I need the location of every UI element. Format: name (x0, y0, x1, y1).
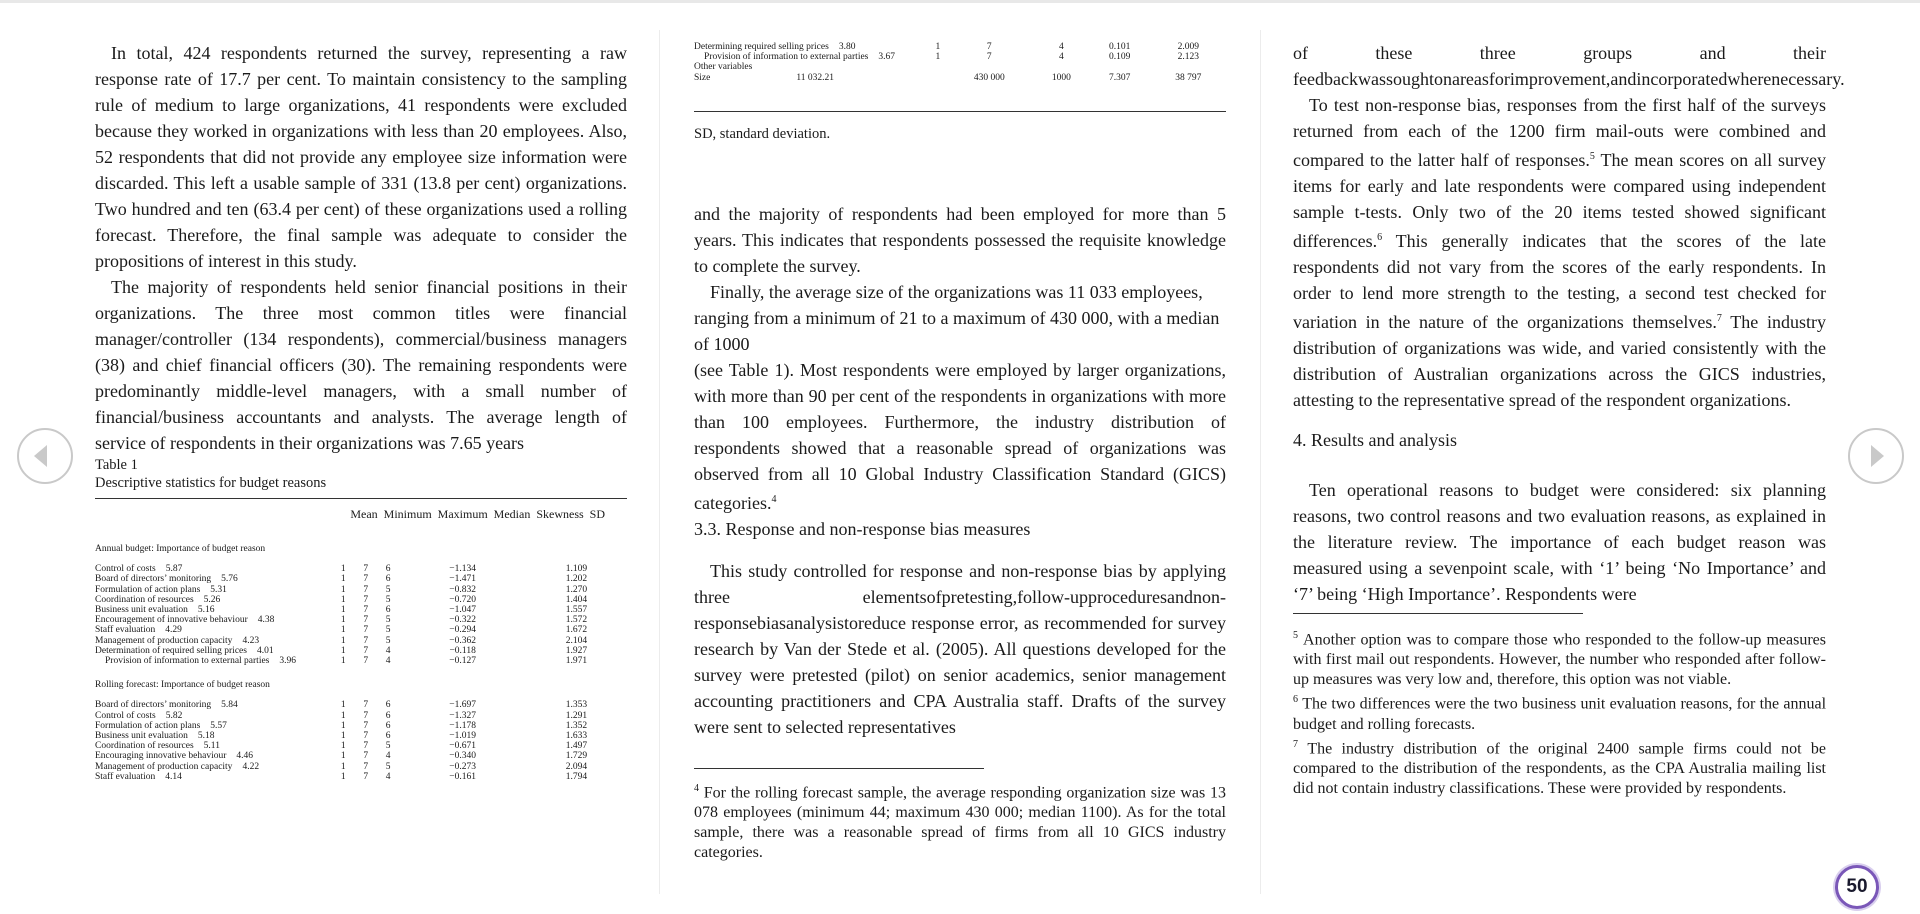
row-name: Board of directors’ monitoring (95, 574, 212, 585)
row-name: Control of costs (95, 564, 156, 575)
skewness-value: −0.294 (449, 625, 476, 636)
skewness-value: −1.471 (449, 574, 476, 585)
row-label (95, 731, 332, 741)
table-row (95, 762, 627, 772)
max-value: 7 (363, 710, 369, 721)
section-title-text: Rolling forecast: Importance of budget reason (95, 680, 270, 691)
section-heading: 3.3. Response and non-response bias measures (694, 518, 1031, 539)
paragraph: This study controlled for response and non-response bias by applying three elementsofpretesting,follow-upproceduresandnon-responsebiasanalysistoreduce response error, as recommended for survey research by Van der Stede et al. (2005). All questions developed for the survey were pretested (pilot) on senior academics, senior management accounting practitioners and CPA Australia staff. Drafts of the survey were sent to selected representatives (694, 560, 1226, 737)
column-divider (659, 30, 660, 894)
row-name: Encouragement of innovative behaviour (95, 615, 248, 626)
row-mean: 5.31 (210, 584, 227, 595)
median-value: 4 (385, 751, 391, 762)
min-value: 1 (340, 771, 346, 782)
table-row (95, 615, 627, 625)
table-row (95, 711, 627, 721)
row-mean: 5.82 (165, 710, 183, 721)
min-value: 1 (340, 656, 346, 667)
descriptive-statistics-table-continued (694, 42, 1226, 83)
table-row (95, 741, 627, 751)
min-value (931, 73, 945, 83)
median-value: 5 (385, 741, 391, 752)
skewness-value: 0.109 (1108, 52, 1131, 63)
row-label (95, 700, 332, 710)
table-row (95, 721, 627, 731)
table-top-rule (95, 498, 627, 499)
footnote (694, 779, 1226, 863)
max-value: 7 (363, 574, 369, 585)
row-label (95, 636, 332, 646)
row-label (95, 772, 332, 782)
min-value: 1 (340, 751, 346, 762)
footnote (1293, 690, 1826, 734)
table-row (95, 574, 627, 584)
sd-value: 38 797 (1175, 72, 1202, 83)
descriptive-statistics-table (95, 676, 627, 782)
table-caption: Descriptive statistics for budget reasons (95, 475, 327, 491)
paragraph: Ten operational reasons to budget were considered: six planning reasons, two control reasons and two evaluation reasons, as explained in the literature review. The importance of each budget reason was measured using a sevenpoint scale, with ‘1’ being ‘No Importance’ and ‘7’ being ‘High Importance’. Respondents were (1293, 480, 1826, 604)
row-label (95, 574, 332, 584)
median-value: 4 (385, 656, 391, 667)
table-row (95, 751, 627, 761)
row-label (95, 741, 332, 751)
max-value: 7 (363, 645, 369, 656)
max-value: 7 (363, 720, 369, 731)
sd-value: 1.672 (565, 625, 588, 636)
min-value: 1 (340, 731, 346, 742)
row-label (95, 711, 332, 721)
median-value: 4 (1058, 52, 1064, 63)
median-value: 5 (385, 761, 391, 772)
min-value: 1 (340, 605, 346, 616)
row-name: Business unit evaluation (95, 605, 188, 616)
max-value: 7 (363, 564, 369, 575)
max-value: 7 (363, 594, 369, 605)
row-name: Provision of information to external parties (105, 656, 270, 667)
min-value: 1 (340, 645, 346, 656)
footnote-ref[interactable]: 4 (771, 493, 777, 505)
table-row (95, 625, 627, 635)
row-label (95, 762, 332, 772)
max-value: 7 (363, 656, 369, 667)
other-variables-title: Other variables (694, 62, 753, 73)
min-value: 1 (935, 42, 941, 52)
sd-value: 1.109 (565, 564, 588, 575)
skewness-value: −1.134 (449, 564, 476, 575)
min-value: 1 (935, 52, 941, 63)
row-name: Determination of required selling prices (95, 645, 247, 656)
table-row (694, 73, 1226, 83)
sd-value: 1.794 (565, 771, 588, 782)
sd-value: 1.404 (565, 594, 588, 605)
viewer-top-bar (0, 0, 1920, 3)
skewness-value: −0.720 (449, 594, 476, 605)
paragraph: Finally, the average size of the organizations was 11 033 employees, ranging from a minimum of 21 to a maximum of 430 000, with a median of 1000 (694, 281, 1220, 354)
section-title-text: Annual budget: Importance of budget reason (95, 544, 266, 554)
footnote-text: The industry distribution of the original 2400 sample firms could not be compared to the distribution of the respondents, as the CPA Australia mailing list did not contain industry classifications. These were provided by respondents. (1293, 739, 1826, 797)
min-value: 1 (340, 741, 346, 752)
sd-value: 1.352 (565, 720, 588, 731)
max-value: 7 (986, 52, 992, 63)
row-mean: 3.96 (279, 656, 296, 667)
skewness-value: −0.273 (449, 761, 476, 772)
table-row (95, 564, 627, 574)
sd-value: 1.927 (565, 645, 588, 656)
median-value: 5 (385, 594, 391, 605)
row-label (694, 42, 931, 52)
min-value: 1 (340, 564, 346, 575)
row-label (95, 605, 332, 615)
row-name: Determining required selling prices (694, 42, 829, 52)
row-name: Board of directors’ monitoring (95, 700, 212, 711)
row-name: Management of production capacity (95, 761, 233, 772)
table-row (694, 52, 1226, 62)
continued-section (694, 42, 1226, 83)
column-divider (1260, 30, 1261, 894)
paragraph (1293, 92, 1826, 413)
page-number-badge: 50 (1835, 865, 1879, 909)
row-mean: 4.01 (256, 645, 274, 656)
max-value: 7 (363, 700, 369, 711)
paragraph: of these three groups and their feedbackwassoughtonareasforimprovement,andincorporatedwherenecessary. (1293, 43, 1845, 89)
paragraph-text: The industry distribution of organizations was wide, and varied consistently with the distribution of Australian organizations across the GICS industries, attesting to the representative spread of the respondent organizations. (1293, 312, 1826, 410)
row-mean: 4.23 (242, 635, 260, 646)
row-mean: 4.29 (165, 625, 182, 636)
sd-value: 2.104 (565, 635, 588, 646)
paragraph-text: (see Table 1). Most respondents were employed by larger organizations, with more than 90 per cent of the respondents in organizations with more than 100 employees. Furthermore, the industry distribution of respondents showed that a reasonable spread of organizations was observed from all 10 Global Industry Classification Standard (GICS) categories. (694, 359, 1226, 513)
table-row (95, 656, 627, 666)
median-value: 6 (385, 710, 391, 721)
skewness-value: 0.101 (1108, 42, 1131, 52)
table-row (95, 605, 627, 615)
sd-value: 2.123 (1177, 52, 1199, 63)
skewness-value: −1.327 (449, 710, 476, 721)
row-name: Staff evaluation (95, 771, 156, 782)
footnote-ref[interactable]: 6 (1377, 232, 1383, 243)
max-value: 7 (986, 42, 992, 52)
left-column (95, 40, 627, 782)
footnote-number: 7 (1293, 738, 1298, 750)
paragraph (694, 357, 1226, 516)
paragraph: In total, 424 respondents returned the survey, representing a raw response rate of 17.7 per cent. To maintain consistency to the sampling rule of medium to large organizations, 41 respondents were excluded because they worked in organizations with less than 20 employees. Also, 52 respondents that did not provide any employee size information were discarded. This left a usable sample of 331 (13.8 per cent) organizations. Two hundred and ten (63.4 per cent) of these organizations used a rolling forecast. Therefore, the final sample was adequate to consider the propositions of interest in this study. (95, 43, 627, 271)
skewness-value: −1.697 (449, 700, 476, 711)
row-name: Size (694, 72, 711, 83)
skewness-value: −0.161 (449, 771, 476, 782)
rolling-forecast-section (95, 676, 627, 782)
median-value: 5 (385, 625, 391, 636)
max-value: 7 (363, 625, 369, 636)
row-mean: 4.14 (165, 771, 182, 782)
row-mean: 5.11 (203, 741, 220, 752)
table-row (95, 772, 627, 782)
table-section-title (95, 540, 627, 564)
median-value: 4 (1058, 42, 1064, 52)
paragraph-text: The mean scores on all survey items for early and late respondents were compared using independent sample t-tests. Only two of the 20 items tested showed significant differences. (1293, 150, 1826, 251)
sd-value: 1.353 (565, 700, 588, 711)
skewness-value: −1.178 (449, 720, 476, 731)
median-value: 6 (385, 605, 391, 616)
row-mean: 3.80 (838, 42, 856, 52)
sd-value: 1.971 (565, 656, 588, 667)
row-mean: 5.57 (210, 720, 227, 731)
sd-value: 2.009 (1177, 42, 1199, 52)
skewness-value: −0.362 (449, 635, 476, 646)
table-row (95, 731, 627, 741)
table-section-title (95, 676, 627, 700)
row-name: Management of production capacity (95, 635, 233, 646)
max-value: 430 000 (973, 72, 1005, 83)
min-value: 1 (340, 574, 346, 585)
table-row (95, 646, 627, 656)
table-row (95, 595, 627, 605)
table-bottom-rule (694, 111, 1226, 112)
middle-column (694, 42, 1226, 863)
max-value: 7 (363, 751, 369, 762)
median-value: 6 (385, 720, 391, 731)
row-name: Staff evaluation (95, 625, 156, 636)
median-value: 6 (385, 700, 391, 711)
footnote-text: For the rolling forecast sample, the average responding organization size was 13 078 employees (minimum 44; maximum 430 000; median 1100). As for the total sample, there was a reasonable spread of firms from all 10 GICS industry categories. (694, 784, 1226, 862)
sd-value: 2.094 (565, 761, 588, 772)
row-mean: 4.38 (257, 615, 275, 626)
row-name: Business unit evaluation (95, 731, 188, 742)
table-row (694, 42, 1226, 52)
row-mean: 3.67 (878, 52, 895, 63)
median-value: 4 (385, 645, 391, 656)
row-label (95, 656, 332, 666)
footnote-number: 6 (1293, 694, 1298, 706)
skewness-value: −0.118 (449, 645, 476, 656)
row-label (95, 585, 332, 595)
sd-value: 1.202 (565, 574, 588, 585)
row-name: Coordination of resources (95, 741, 194, 752)
min-value: 1 (340, 615, 346, 626)
min-value: 1 (340, 720, 346, 731)
row-mean: 5.84 (221, 700, 238, 711)
sd-value: 1.729 (565, 751, 588, 762)
row-name: Coordination of resources (95, 594, 194, 605)
min-value: 1 (340, 594, 346, 605)
sd-value: 1.572 (565, 615, 588, 626)
row-label (95, 721, 332, 731)
row-mean: 11 032.21 (796, 72, 835, 83)
table-subsection-title (694, 62, 1226, 72)
table-row (95, 700, 627, 710)
min-value: 1 (340, 584, 346, 595)
row-label (95, 625, 332, 635)
previous-page-button[interactable] (17, 428, 73, 484)
sd-value: 1.557 (565, 605, 588, 616)
skewness-value: 7.307 (1108, 72, 1131, 83)
max-value: 7 (363, 771, 369, 782)
paragraph: The majority of respondents held senior financial positions in their organizations. The three most common titles were financial manager/controller (134 respondents), commercial/business managers (38) and chief financial officers (30). The remaining respondents were predominantly middle-level managers, with a small number of financial/business accountants and analysts. The average length of service of respondents in their organizations was 7.65 years (95, 277, 627, 453)
table-row (95, 585, 627, 595)
skewness-value: −1.047 (449, 605, 476, 616)
descriptive-statistics-table (95, 540, 627, 666)
skewness-value: −0.832 (449, 584, 476, 595)
median-value: 5 (385, 635, 391, 646)
min-value: 1 (340, 635, 346, 646)
row-mean: 5.87 (165, 564, 183, 575)
row-label (694, 52, 931, 62)
max-value: 7 (363, 731, 369, 742)
paragraph-text: To test non-response bias, responses from the first half of the surveys returned from each of the 1200 firm mail-outs were combined and compared to the latter half of responses. (1293, 95, 1826, 170)
row-label (95, 564, 332, 574)
min-value: 1 (340, 625, 346, 636)
row-name: Provision of information to external parties (704, 52, 869, 63)
row-label (95, 615, 332, 625)
annual-budget-section (95, 540, 627, 666)
skewness-value: −1.019 (449, 731, 476, 742)
section-heading: 4. Results and analysis (1293, 430, 1457, 450)
skewness-value: −0.340 (449, 751, 476, 762)
right-column (1293, 40, 1845, 799)
footnote (1293, 626, 1826, 690)
row-label (95, 595, 332, 605)
chevron-right-icon (1871, 445, 1884, 467)
paragraph: and the majority of respondents had been employed for more than 5 years. This indicates that respondents possessed the requisite knowledge to complete the survey. (694, 203, 1226, 276)
skewness-value: −0.127 (449, 656, 476, 667)
table-header: Mean Minimum Maximum Median Skewness SD (350, 507, 605, 521)
sd-value: 1.270 (565, 584, 588, 595)
row-label (95, 751, 332, 761)
row-mean: 5.26 (203, 594, 221, 605)
footnote (1293, 735, 1826, 799)
skewness-value: −0.322 (449, 615, 476, 626)
footnote-number: 4 (694, 782, 699, 794)
chevron-left-icon (34, 445, 47, 467)
sd-value: 1.291 (565, 710, 588, 721)
max-value: 7 (363, 741, 369, 752)
row-mean: 4.22 (242, 761, 260, 772)
footnote-text: The two differences were the two business unit evaluation reasons, for the annual budget and rolling forecasts. (1293, 695, 1827, 733)
table-row (95, 636, 627, 646)
table-label: Table 1 (95, 457, 138, 473)
max-value: 7 (363, 584, 369, 595)
row-label (694, 73, 931, 83)
max-value: 7 (363, 615, 369, 626)
min-value: 1 (340, 761, 346, 772)
max-value: 7 (363, 605, 369, 616)
median-value: 6 (385, 731, 391, 742)
next-page-button[interactable] (1848, 428, 1904, 484)
row-name: Encouraging innovative behaviour (95, 751, 227, 762)
row-mean: 5.16 (197, 605, 215, 616)
median-value: 6 (385, 564, 391, 575)
sd-value: 1.497 (565, 741, 588, 752)
footnote-ref[interactable]: 5 (1589, 151, 1595, 162)
max-value: 7 (363, 635, 369, 646)
paragraph-text: This generally indicates that the scores of the late respondents did not vary from the scores of the early respondents. In order to lend more strength to the testing, a second test checked for variation in the nature of the organizations themselves. (1293, 231, 1826, 332)
row-mean: 4.46 (236, 751, 254, 762)
min-value: 1 (340, 710, 346, 721)
table-note: SD, standard deviation. (694, 125, 831, 142)
min-value: 1 (340, 700, 346, 711)
sd-value: 1.633 (565, 731, 588, 742)
row-name: Formulation of action plans (95, 584, 201, 595)
row-mean: 5.76 (221, 574, 238, 585)
footnote-text: Another option was to compare those who responded to the follow-up measures with first mail out respondents. However, the number who responded after follow-up measures was very low and, therefore, this option was not viable. (1293, 631, 1826, 689)
row-name: Formulation of action plans (95, 720, 201, 731)
row-mean: 5.18 (197, 731, 215, 742)
median-value: 5 (385, 584, 391, 595)
median-value: 4 (385, 771, 391, 782)
row-label (95, 646, 332, 656)
skewness-value: −0.671 (449, 741, 476, 752)
max-value: 7 (363, 761, 369, 772)
footnote-ref[interactable]: 7 (1716, 313, 1722, 324)
median-value: 1000 (1051, 72, 1071, 83)
median-value: 6 (385, 574, 391, 585)
median-value: 5 (385, 615, 391, 626)
row-name: Control of costs (95, 710, 156, 721)
footnote-number: 5 (1293, 630, 1298, 641)
